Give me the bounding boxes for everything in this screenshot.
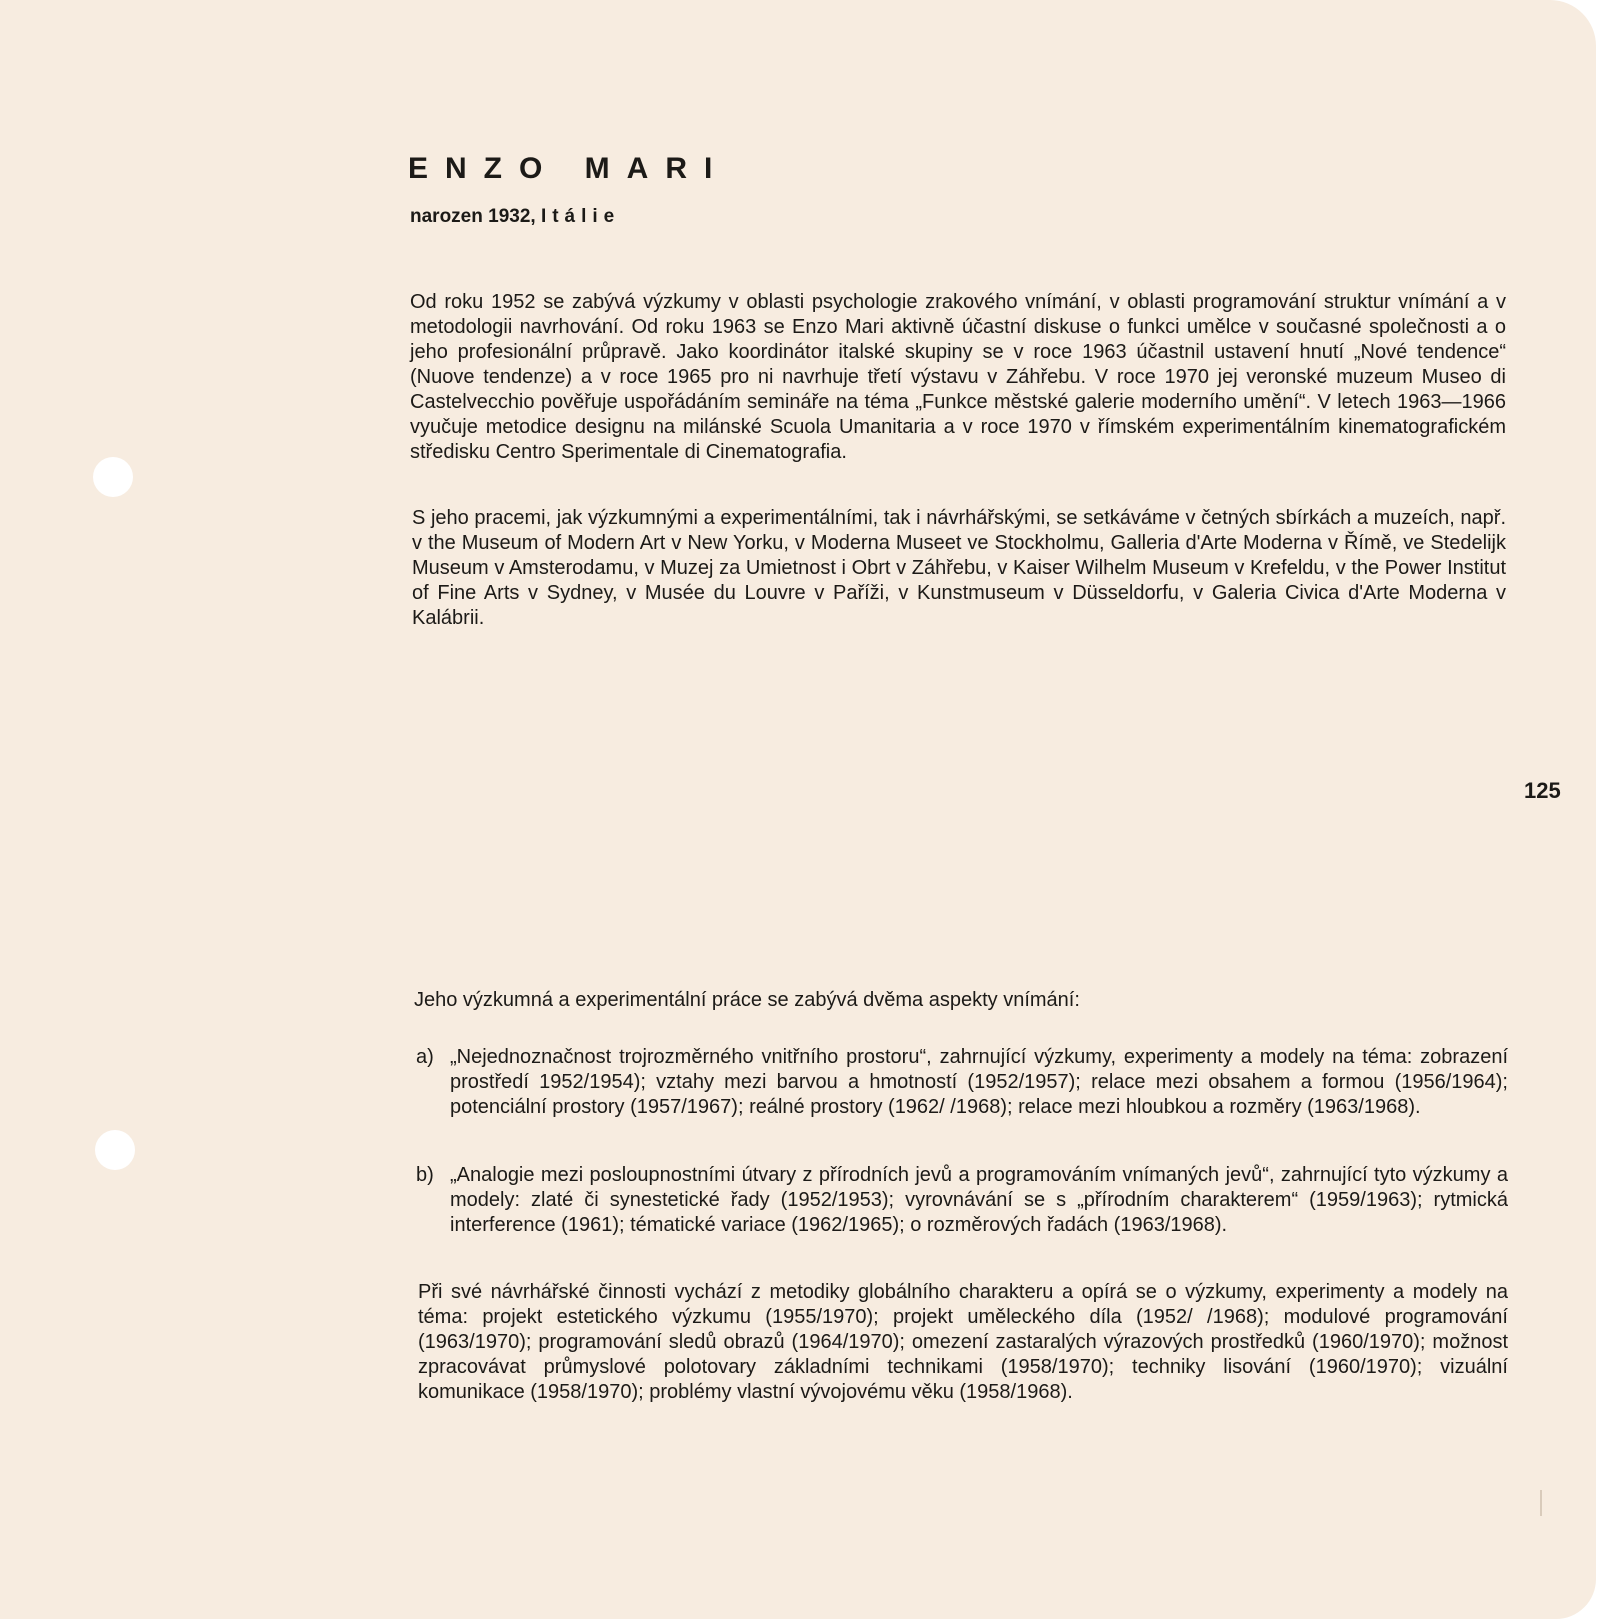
page-number: 125 <box>1524 778 1561 803</box>
research-list-item <box>416 1163 1508 1238</box>
artist-name-heading: ENZO MARI <box>408 152 730 185</box>
list-item-text: „Analogie mezi posloupnostními útvary z přírodních jevů a programováním vnímaných jevů“, zahrnující tyto výzkumy a modely: zlaté či synestetické řady (1952/1953); vyrovnávání se s „přírodním charakterem“ (1959/1963); rytmická interference (1961); tématické variace (1962/1965); o rozměrových řadách (1963/1968). <box>450 1164 1508 1236</box>
birth-country: Itálie <box>540 206 621 227</box>
research-list-item <box>416 1045 1508 1120</box>
research-intro-paragraph: Jeho výzkumná a experimentální práce se zabývá dvěma aspekty vnímání: <box>414 989 1080 1011</box>
paper-mark <box>1540 1490 1542 1516</box>
design-practice-paragraph: Při své návrhářské činnosti vychází z metodiky globálního charakteru a opírá se o výzkumy, experimenty a modely na téma: projekt estetického výzkumu (1955/1970); projekt uměleckého díla (1952/ /1968); modulové programování (1963/1970); programování sledů obrazů (1964/1970); omezení zastaralých výrazových prostředků (1960/1970); možnost zpracovávat průmyslové polotovary základními technikami (1958/1970); techniky lisování (1960/1970); vizuální komunikace (1958/1970); problémy vlastní vývojovému věku (1958/1968). <box>418 1281 1508 1403</box>
punch-hole <box>95 1130 135 1170</box>
birth-info <box>410 206 620 228</box>
list-item-text: „Nejednoznačnost trojrozměrného vnitřního prostoru“, zahrnující výzkumy, experimenty a modely na téma: zobrazení prostředí 1952/1954); vztahy mezi barvou a hmotností (1952/1957); relace mezi obsahem a formou (1956/1964); potenciální prostory (1957/1967); reálné prostory (1962/ /1968); relace mezi hloubkou a rozměry (1963/1968). <box>450 1046 1508 1118</box>
list-marker: a) <box>416 1046 434 1068</box>
collections-paragraph: S jeho pracemi, jak výzkumnými a experimentálními, tak i návrhářskými, se setkáváme v četných sbírkách a muzeích, např. v the Museum of Modern Art v New Yorku, v Moderna Museet ve Stockholmu, Galleria d'Arte Moderna v Římě, ve Stedelijk Museum v Amsterodamu, v Muzej za Umietnost i Obrt v Záhřebu, v Kaiser Wilhelm Museum v Krefeldu, v the Power Institut of Fine Arts v Sydney, v Musée du Louvre v Paříži, v Kunstmuseum v Düsseldorfu, v Galeria Civica d'Arte Moderna v Kalábrii. <box>412 507 1506 629</box>
punch-hole <box>93 457 133 497</box>
birth-year: narozen 1932, <box>410 206 536 227</box>
list-marker: b) <box>416 1164 434 1186</box>
biography-paragraph: Od roku 1952 se zabývá výzkumy v oblasti psychologie zrakového vnímání, v oblasti programování struktur vnímání a v metodologii navrhování. Od roku 1963 se Enzo Mari aktivně účastní diskuse o funkci umělce v současné společnosti a o jeho profesionální průpravě. Jako koordinátor italské skupiny se v roce 1963 účastnil ustavení hnutí „Nové tendence“ (Nuove tendenze) a v roce 1965 pro ni navrhuje třetí výstavu v Záhřebu. V roce 1970 jej veronské muzeum Museo di Castelvecchio pověřuje uspořádáním semináře na téma „Funkce městské galerie moderního umění“. V letech 1963—1966 vyučuje metodice designu na milánské Scuola Umanitaria a v roce 1970 v římském experimentálním kinematografickém středisku Centro Sperimentale di Cinematografia. <box>410 291 1506 463</box>
